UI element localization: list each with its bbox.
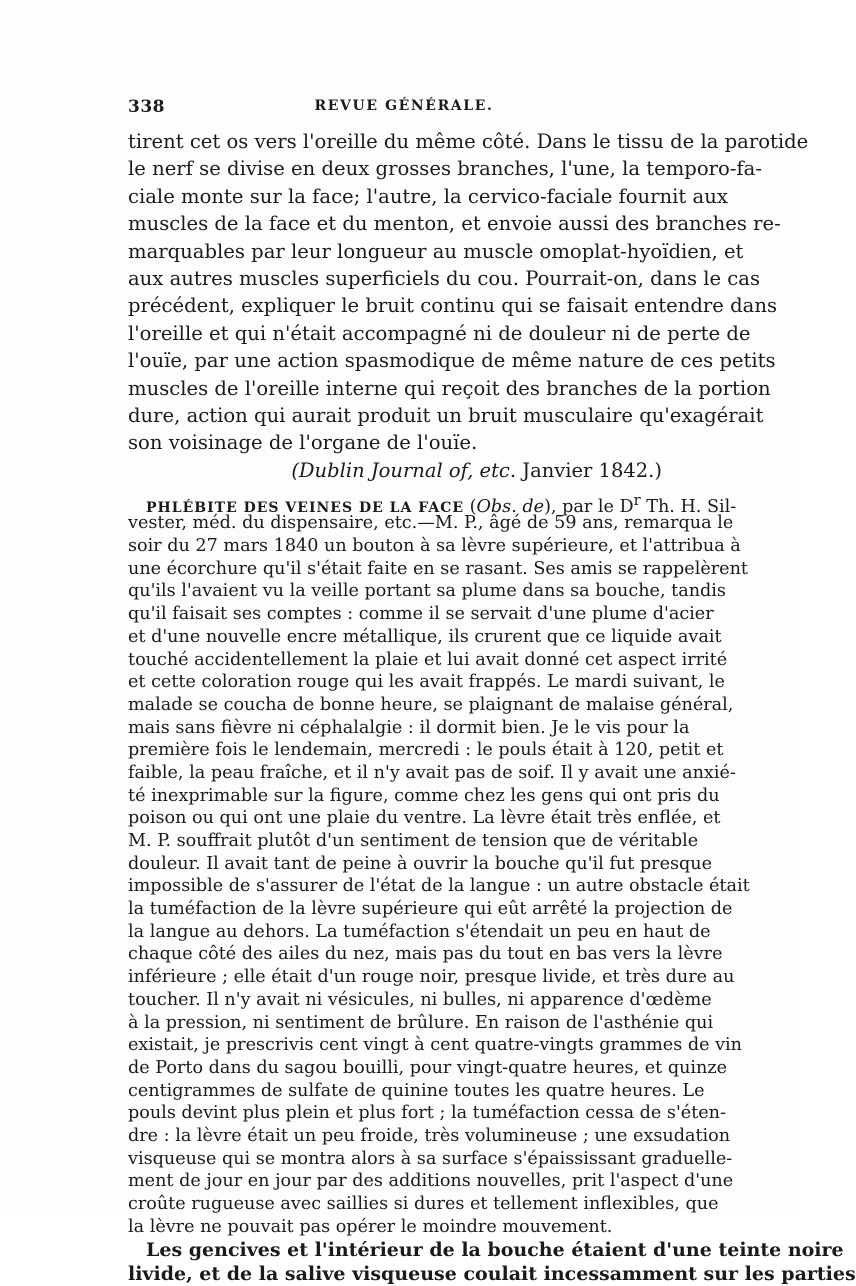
- obs-label: Obs. de: [476, 496, 545, 517]
- text-line: poison ou qui ont une plaie du ventre. La lèvre était très enflée, et: [128, 808, 721, 829]
- page-number: 338: [128, 97, 165, 117]
- text-line: dure, action qui aurait produit un bruit musculaire qu'exagérait: [128, 403, 764, 427]
- text-line: marquables par leur longueur au muscle omoplat-hyoïdien, et: [128, 239, 744, 263]
- text-line: tirent cet os vers l'oreille du même côté. Dans le tissu de la parotide: [128, 130, 809, 153]
- text-line: mais sans fièvre ni céphalalgie : il dormit bien. Je le vis pour la: [128, 717, 690, 738]
- text-line: à la pression, ni sentiment de brûlure. En raison de l'asthénie qui: [128, 1012, 714, 1033]
- article-heading-line: [128, 490, 737, 517]
- obs-close: ), par le D: [544, 496, 634, 517]
- author-name: Th. H. Sil-: [640, 496, 737, 517]
- text-line: muscles de la face et du menton, et envoie aussi des branches re-: [128, 212, 781, 236]
- citation: [128, 457, 680, 484]
- text-line: son voisinage de l'organe de l'ouïe.: [128, 431, 478, 455]
- text-line: dre : la lèvre était un peu froide, très volumineuse ; une exsudation: [128, 1125, 731, 1146]
- text-line: touché accidentellement la plaie et lui avait donné cet aspect irrité: [128, 649, 728, 670]
- text-line: aux autres muscles superficiels du cou. Pourrait-on, dans le cas: [128, 266, 761, 290]
- text-line: ment de jour en jour par des additions nouvelles, prit l'aspect d'une: [128, 1171, 734, 1192]
- text-line: chaque côté des ailes du nez, mais pas du tout en bas vers la lèvre: [128, 944, 723, 965]
- text-line: douleur. Il avait tant de peine à ouvrir la bouche qu'il fut presque: [128, 853, 713, 874]
- text-line: le nerf se divise en deux grosses branches, l'une, la temporo-fa-: [128, 157, 762, 181]
- text-line: la tuméfaction de la lèvre supérieure qui eût arrêté la projection de: [128, 899, 733, 920]
- text-line: Les gencives et l'intérieur de la bouche étaient d'une teinte noire: [146, 1239, 844, 1262]
- text-line: qu'ils l'avaient vu la veille portant sa plume dans sa bouche, tandis: [128, 581, 726, 602]
- text-line: et cette coloration rouge qui les avait frappés. Le mardi suivant, le: [128, 672, 725, 693]
- text-line: de Porto dans du sagou bouilli, pour vingt-quatre heures, et quinze: [128, 1057, 728, 1078]
- doctor-superscript: r: [633, 491, 641, 509]
- text-line: livide, et de la salive visqueuse coulait incessamment sur les parties: [128, 1263, 856, 1286]
- text-line: la langue au dehors. La tuméfaction s'étendait un peu en haut de: [128, 921, 711, 942]
- paragraph-gums: [128, 1238, 856, 1286]
- text-line: impossible de s'assurer de l'état de la langue : un autre obstacle était: [128, 876, 750, 897]
- body-text: [128, 128, 856, 1286]
- text-line: précédent, expliquer le bruit continu qui se faisait entendre dans: [128, 294, 777, 318]
- running-head: [128, 97, 680, 121]
- text-line: faible, la peau fraîche, et il n'y avait pas de soif. Il y avait une anxié-: [128, 762, 736, 783]
- text-line: ciale monte sur la face; l'autre, la cervico-faciale fournit aux: [128, 184, 728, 208]
- text-line: vester, méd. du dispensaire, etc.—M. P., âgé de 59 ans, remarqua le: [128, 513, 734, 534]
- text-line: la lèvre ne pouvait pas opérer le moindre mouvement.: [128, 1216, 613, 1237]
- text-line: l'ouïe, par une action spasmodique de même nature de ces petits: [128, 349, 776, 373]
- text-line: l'oreille et qui n'était accompagné ni de douleur ni de perte de: [128, 321, 751, 345]
- text-line: soir du 27 mars 1840 un bouton à sa lèvre supérieure, et l'attribua à: [128, 536, 741, 557]
- text-line: une écorchure qu'il s'était faite en se rasant. Ses amis se rappelèrent: [128, 558, 748, 579]
- text-line: malade se coucha de bonne heure, se plaignant de malaise général,: [128, 694, 734, 715]
- running-title: REVUE GÉNÉRALE.: [314, 98, 494, 114]
- text-line: et d'une nouvelle encre métallique, ils crurent que ce liquide avait: [128, 626, 722, 647]
- text-line: croûte rugueuse avec saillies si dures et tellement inflexibles, que: [128, 1194, 719, 1214]
- text-line: qu'il faisait ses comptes : comme il se servait d'une plume d'acier: [128, 604, 714, 625]
- text-line: té inexprimable sur la figure, comme chez les gens qui ont pris du: [128, 785, 720, 806]
- citation-date: Janvier 1842.): [516, 458, 662, 482]
- text-line: inférieure ; elle était d'un rouge noir, presque livide, et très dure au: [128, 967, 735, 988]
- text-line: muscles de l'oreille interne qui reçoit des branches de la portion: [128, 376, 771, 400]
- citation-journal: (Dublin Journal of, etc.: [291, 458, 517, 482]
- text-line: M. P. souffrait plutôt d'un sentiment de tension que de véritable: [128, 831, 699, 851]
- paragraph-parotid-nerve: [128, 128, 809, 457]
- text-line: existait, je prescrivis cent vingt à cent quatre-vingts grammes de vin: [128, 1035, 743, 1056]
- text-line: toucher. Il n'y avait ni vésicules, ni bulles, ni apparence d'œdème: [128, 989, 712, 1010]
- text-line: visqueuse qui se montra alors à sa surface s'épaississant graduelle-: [128, 1148, 733, 1169]
- article-phlebitis: [128, 490, 750, 1239]
- article-heading: PHLÉBITE DES VEINES DE LA FACE: [146, 499, 465, 516]
- text-line: première fois le lendemain, mercredi : le pouls était à 120, petit et: [128, 740, 724, 761]
- text-line: pouls devint plus plein et plus fort ; la tuméfaction cessa de s'éten-: [128, 1103, 726, 1124]
- text-line: centigrammes de sulfate de quinine toutes les quatre heures. Le: [128, 1080, 705, 1101]
- obs-open: (: [464, 496, 477, 517]
